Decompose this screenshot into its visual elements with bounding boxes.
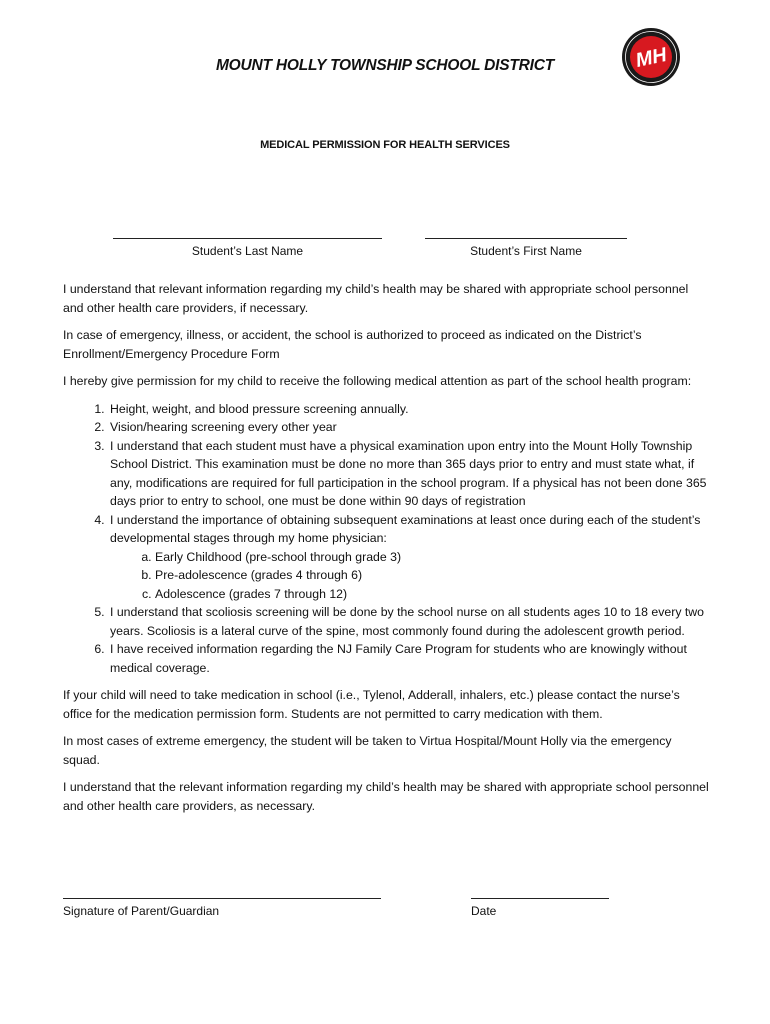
date-field[interactable]	[471, 888, 609, 918]
list-item: 3. I understand that each student must have a physical examination upon entry into the Mount Holly Township School District. This examination must be done no more than 365 days prior to entry and must state what, if any, modifications are required for full participation in the school program. If a physical has not been done 365 days prior to entry to school, one must be done within 90 days of registration	[108, 437, 711, 511]
paragraph-emergency: In case of emergency, illness, or accident, the school is authorized to proceed as indicated on the District’s Enrollment/Emergency Procedure Form	[63, 328, 642, 361]
last-name-line[interactable]	[113, 228, 382, 239]
paragraph-shared-info: I understand that relevant information regarding my child’s health may be shared with appropriate school personnel and other health care providers, if necessary.	[63, 282, 689, 315]
list-item: 5. I understand that scoliosis screening will be done by the school nurse on all students ages 10 to 18 every two years. Scoliosis is a lateral curve of the spine, most commonly found during the adolescent growth period.	[108, 603, 711, 640]
form-body	[63, 280, 711, 824]
developmental-stages-list	[110, 548, 711, 604]
list-item: 1. Height, weight, and blood pressure screening annually.	[108, 400, 711, 419]
list-item: 6. I have received information regarding the NJ Family Care Program for students who are knowingly without medical coverage.	[108, 640, 711, 677]
sub-list-item: c. Adolescence (grades 7 through 12)	[155, 585, 711, 604]
last-name-label: Student’s Last Name	[191, 244, 304, 258]
paragraph-medication: If your child will need to take medication in school (i.e., Tylenol, Adderall, inhalers, etc.) please contact the nurse’s office for the medication permission form. Students are not permitted to carry medication with them.	[63, 688, 680, 721]
first-name-line[interactable]	[425, 228, 627, 239]
health-services-list	[63, 400, 711, 678]
paragraph-acknowledgement: I understand that the relevant information regarding my child’s health may be shared with appropriate school personnel and other health care providers, as necessary.	[63, 780, 709, 813]
sub-list-item: a. Early Childhood (pre-school through grade 3)	[155, 548, 711, 567]
form-title: MEDICAL PERMISSION FOR HEALTH SERVICES	[260, 139, 510, 151]
list-item-text: I understand the importance of obtaining subsequent examinations at least once during each of the student’s developmental stages through my home physician:	[110, 512, 701, 545]
first-name-label: Student’s First Name	[470, 244, 582, 258]
student-first-name-field[interactable]	[425, 228, 627, 258]
paragraph-hospital: In most cases of extreme emergency, the student will be taken to Virtua Hospital/Mount Holly via the emergency squad.	[63, 734, 672, 767]
list-item	[108, 511, 711, 604]
parent-signature-field[interactable]	[63, 888, 381, 918]
paragraph-permission: I hereby give permission for my child to receive the following medical attention as part of the school health program:	[63, 374, 692, 388]
list-item: 2. Vision/hearing screening every other year	[108, 418, 711, 437]
date-line[interactable]	[471, 888, 609, 899]
parent-signature-label: Signature of Parent/Guardian	[63, 904, 220, 918]
date-label: Date	[471, 904, 497, 918]
district-logo	[621, 27, 681, 87]
student-last-name-field[interactable]	[113, 228, 382, 258]
logo-monogram: MH	[633, 43, 669, 72]
sub-list-item: b. Pre-adolescence (grades 4 through 6)	[155, 566, 711, 585]
parent-signature-line[interactable]	[63, 888, 381, 899]
district-title: MOUNT HOLLY TOWNSHIP SCHOOL DISTRICT	[215, 57, 555, 74]
